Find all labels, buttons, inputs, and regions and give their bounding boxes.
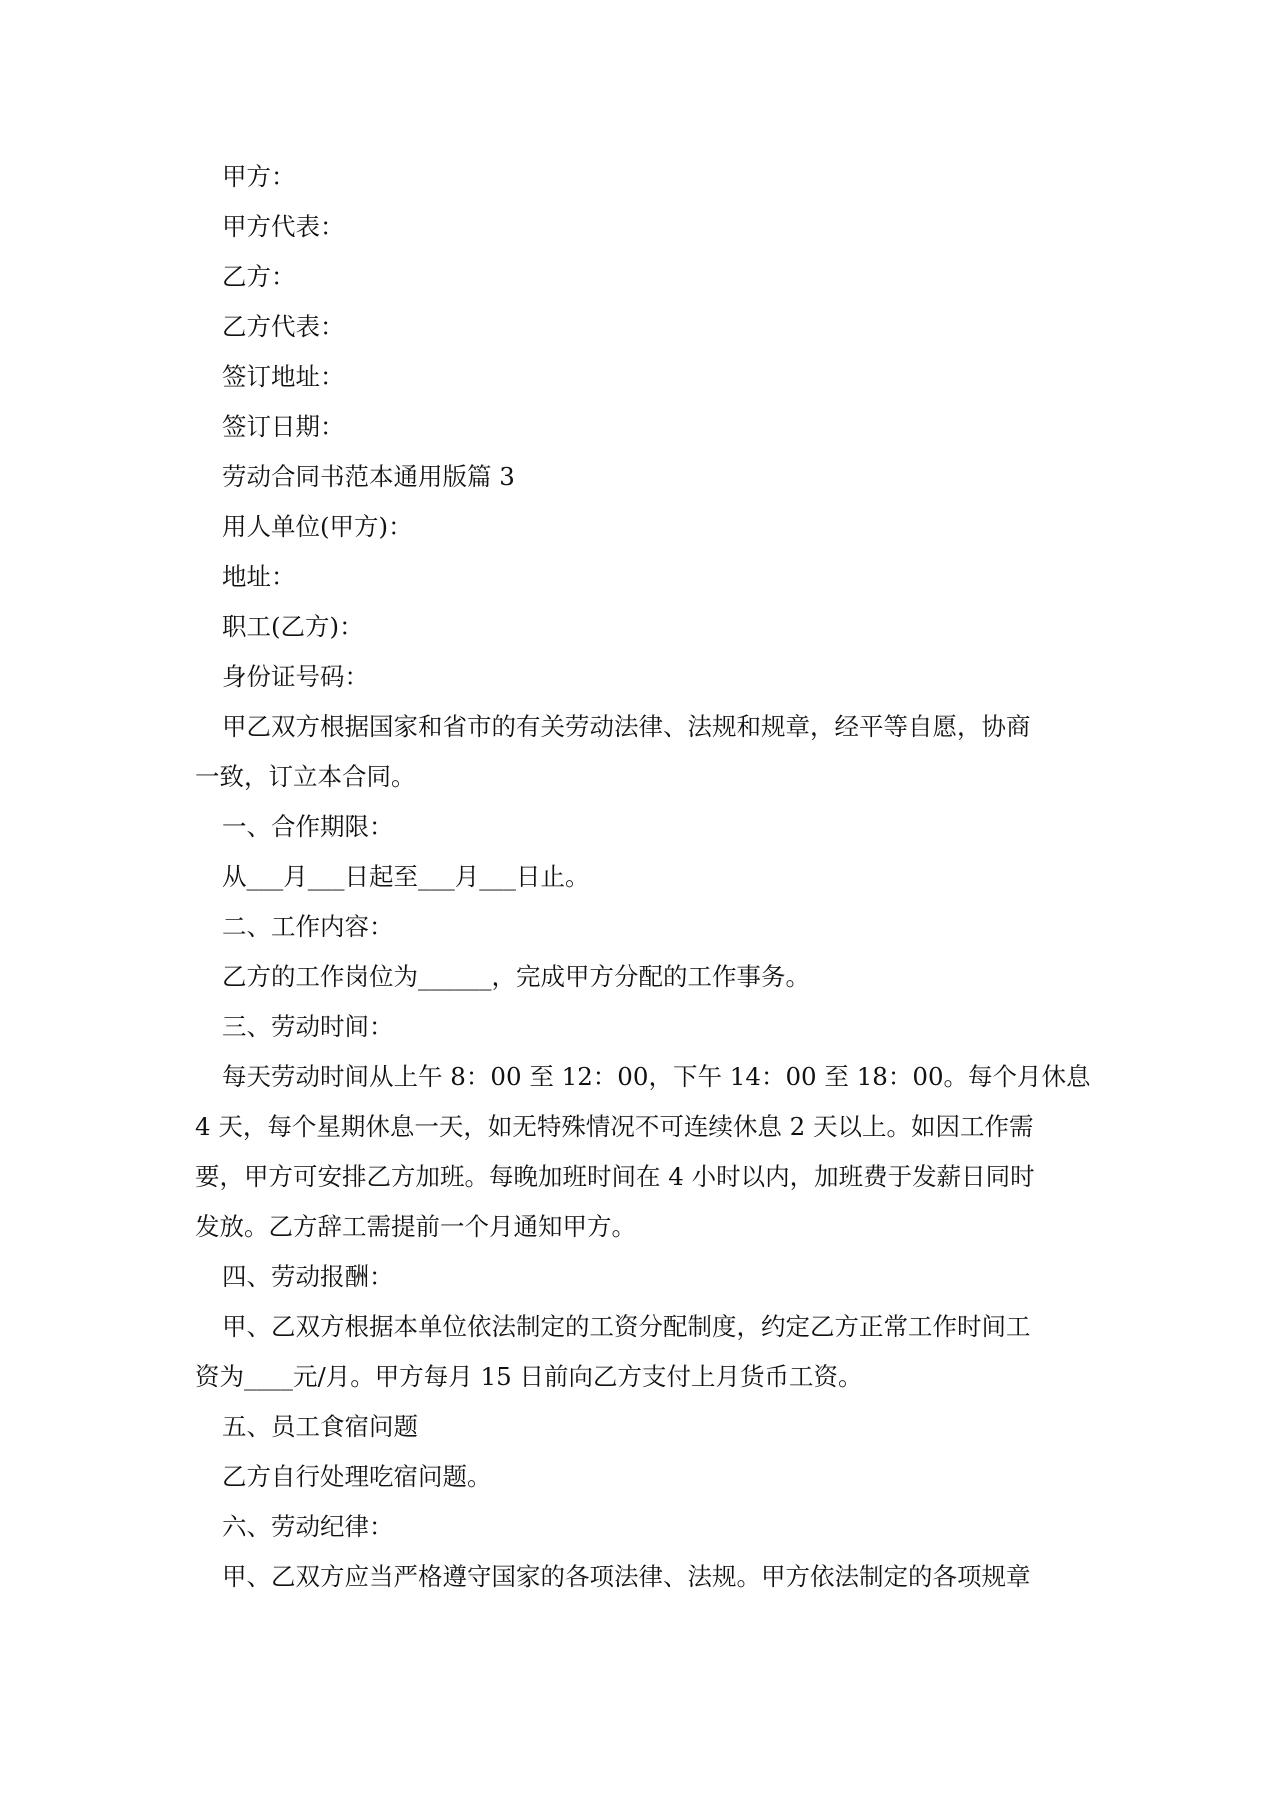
clause-3-text-line-3: 要，甲方可安排乙方加班。每晚加班时间在 4 小时以内，加班费于发薪日同时	[195, 1162, 1035, 1191]
employer-line: 用人单位(甲方)：	[222, 512, 413, 541]
signing-address-line: 签订地址：	[222, 362, 345, 391]
clause-3-text-line-1: 每天劳动时间从上午 8：00 至 12：00，下午 14：00 至 18：00。每个月休息	[222, 1062, 1091, 1091]
clause-4-text-line-2: 资为____元/月。甲方每月 15 日前向乙方支付上月货币工资。	[195, 1362, 863, 1391]
clause-1-heading: 一、合作期限：	[222, 812, 394, 841]
id-number-line: 身份证号码：	[222, 662, 369, 691]
clause-3-text-line-4: 发放。乙方辞工需提前一个月通知甲方。	[195, 1212, 636, 1241]
clause-3-heading: 三、劳动时间：	[222, 1012, 394, 1041]
clause-1-text: 从___月___日起至___月___日止。	[222, 862, 590, 891]
clause-2-heading: 二、工作内容：	[222, 912, 394, 941]
section-title: 劳动合同书范本通用版篇 3	[222, 462, 515, 491]
clause-4-text-line-1: 甲、乙双方根据本单位依法制定的工资分配制度，约定乙方正常工作时间工	[222, 1312, 1031, 1341]
clause-5-heading: 五、员工食宿问题	[222, 1412, 418, 1441]
clause-6-heading: 六、劳动纪律：	[222, 1512, 394, 1541]
document-body	[195, 152, 1091, 1602]
signing-date-line: 签订日期：	[222, 412, 345, 441]
address-line: 地址：	[222, 562, 296, 591]
clause-2-text: 乙方的工作岗位为______，完成甲方分配的工作事务。	[222, 962, 810, 991]
preamble-line-1: 甲乙双方根据国家和省市的有关劳动法律、法规和规章，经平等自愿，协商	[222, 712, 1031, 741]
clause-4-heading: 四、劳动报酬：	[222, 1262, 394, 1291]
clause-5-text: 乙方自行处理吃宿问题。	[222, 1462, 492, 1491]
clause-6-text-line-1: 甲、乙双方应当严格遵守国家的各项法律、法规。甲方依法制定的各项规章	[222, 1562, 1031, 1591]
party-a-line: 甲方：	[222, 162, 296, 191]
party-b-representative-line: 乙方代表：	[222, 312, 345, 341]
party-b-line: 乙方：	[222, 262, 296, 291]
employee-line: 职工(乙方)：	[222, 612, 364, 641]
party-a-representative-line: 甲方代表：	[222, 212, 345, 241]
clause-3-text-line-2: 4 天，每个星期休息一天，如无特殊情况不可连续休息 2 天以上。如因工作需	[195, 1112, 1034, 1141]
preamble-line-2: 一致，订立本合同。	[195, 762, 416, 791]
